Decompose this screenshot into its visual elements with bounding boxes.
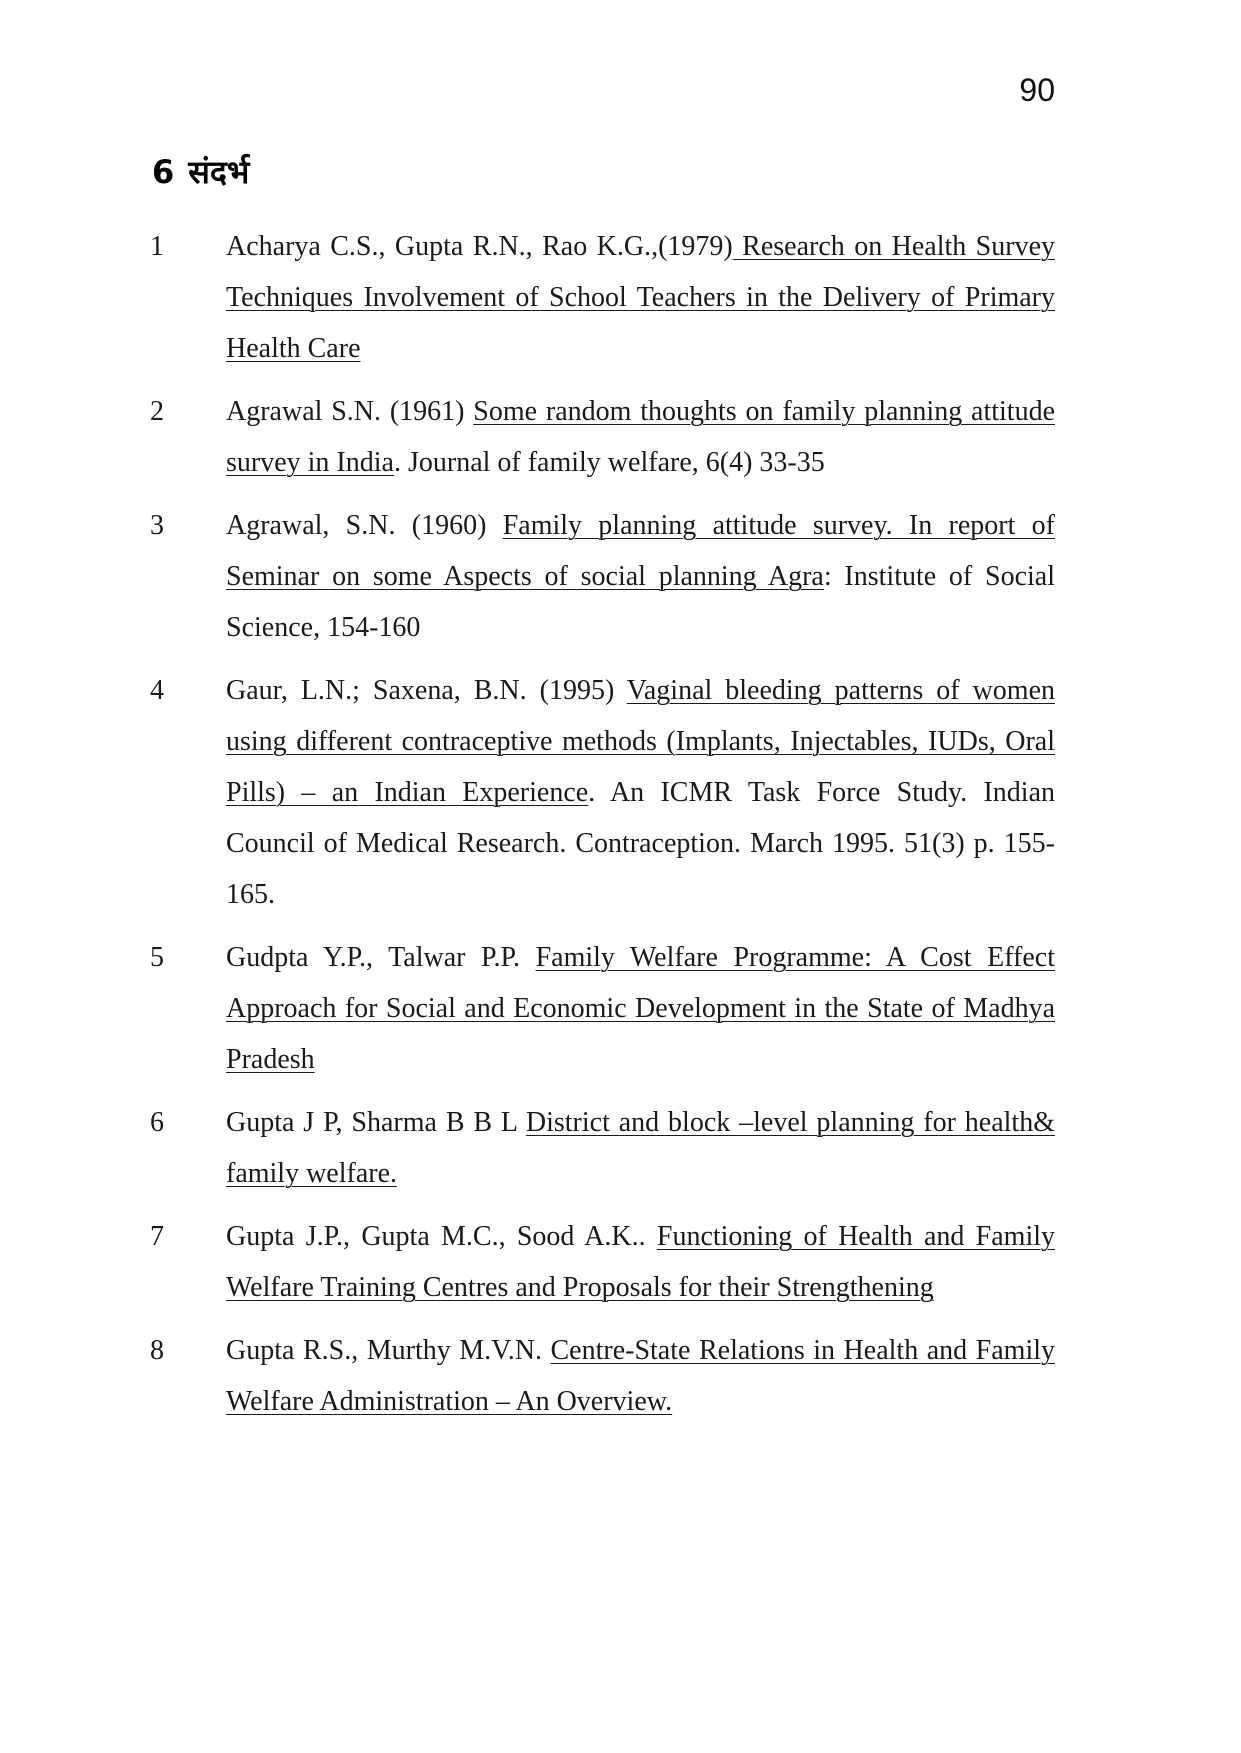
reference-title: Research on Health Survey Techniques Involvement of School Teachers in the Delivery of Primary Health Care bbox=[226, 231, 1056, 364]
reference-number: 7 bbox=[150, 1221, 164, 1252]
reference-details: : Institute of Social Science, 154-160 bbox=[226, 561, 1055, 643]
reference-item bbox=[150, 386, 1055, 488]
reference-title: District and block –level planning for health& family welfare. bbox=[226, 1107, 1055, 1189]
reference-number: 5 bbox=[150, 942, 164, 973]
reference-authors: Gaur, L.N.; Saxena, B.N. (1995) bbox=[226, 675, 627, 706]
section-title: संदर्भ bbox=[188, 153, 250, 191]
reference-number: 2 bbox=[150, 396, 164, 427]
reference-item bbox=[150, 500, 1055, 653]
reference-number: 3 bbox=[150, 510, 164, 541]
reference-item bbox=[150, 1097, 1055, 1199]
reference-authors: Agrawal, S.N. (1960) bbox=[226, 510, 503, 541]
reference-title: Some random thoughts on family planning attitude survey in India bbox=[226, 396, 1055, 478]
reference-authors: Gupta R.S., Murthy M.V.N. bbox=[226, 1335, 551, 1366]
reference-item bbox=[150, 1325, 1055, 1427]
reference-title: Functioning of Health and Family Welfare Training Centres and Proposals for their Strengthening bbox=[226, 1221, 1056, 1303]
reference-details: . Journal of family welfare, 6(4) 33-35 bbox=[393, 447, 825, 478]
reference-authors: Gupta J.P., Gupta M.C., Sood A.K.. bbox=[226, 1221, 657, 1252]
reference-item bbox=[150, 221, 1055, 374]
reference-authors: Gudpta Y.P., Talwar P.P. bbox=[226, 942, 536, 973]
section-heading bbox=[152, 150, 249, 193]
reference-title: Vaginal bleeding patterns of women using different contraceptive methods (Implants, Injectables, IUDs, Oral Pills) – an Indian Experience bbox=[226, 675, 1055, 808]
reference-text bbox=[226, 1211, 1055, 1313]
reference-authors: Gupta J P, Sharma B B L bbox=[226, 1107, 526, 1138]
reference-text bbox=[226, 1325, 1055, 1427]
reference-item bbox=[150, 665, 1055, 920]
reference-text bbox=[226, 386, 1055, 488]
reference-details: . An ICMR Task Force Study. Indian Council of Medical Research. Contraception. March 1995. 51(3) p. 155-165. bbox=[226, 777, 1056, 910]
reference-authors: Agrawal S.N. (1961) bbox=[226, 396, 474, 427]
reference-text bbox=[226, 1097, 1055, 1199]
reference-text bbox=[226, 665, 1055, 920]
reference-title: Family planning attitude survey. In report of Seminar on some Aspects of social planning Agra bbox=[226, 510, 1055, 592]
reference-title: Family Welfare Programme: A Cost Effect Approach for Social and Economic Development in the State of Madhya Pradesh bbox=[226, 942, 1055, 1075]
reference-number: 1 bbox=[150, 231, 164, 262]
reference-number: 4 bbox=[150, 675, 164, 706]
reference-item bbox=[150, 932, 1055, 1085]
page-number: 90 bbox=[1019, 72, 1055, 108]
reference-text bbox=[226, 221, 1055, 374]
reference-number: 6 bbox=[150, 1107, 164, 1138]
reference-title: Centre-State Relations in Health and Family Welfare Administration – An Overview. bbox=[226, 1335, 1056, 1417]
reference-text bbox=[226, 500, 1055, 653]
reference-item bbox=[150, 1211, 1055, 1313]
section-number: 6 bbox=[152, 153, 175, 191]
reference-authors: Acharya C.S., Gupta R.N., Rao K.G.,(1979) bbox=[226, 231, 733, 262]
reference-list bbox=[150, 221, 1055, 1439]
reference-number: 8 bbox=[150, 1335, 164, 1366]
reference-text bbox=[226, 932, 1055, 1085]
